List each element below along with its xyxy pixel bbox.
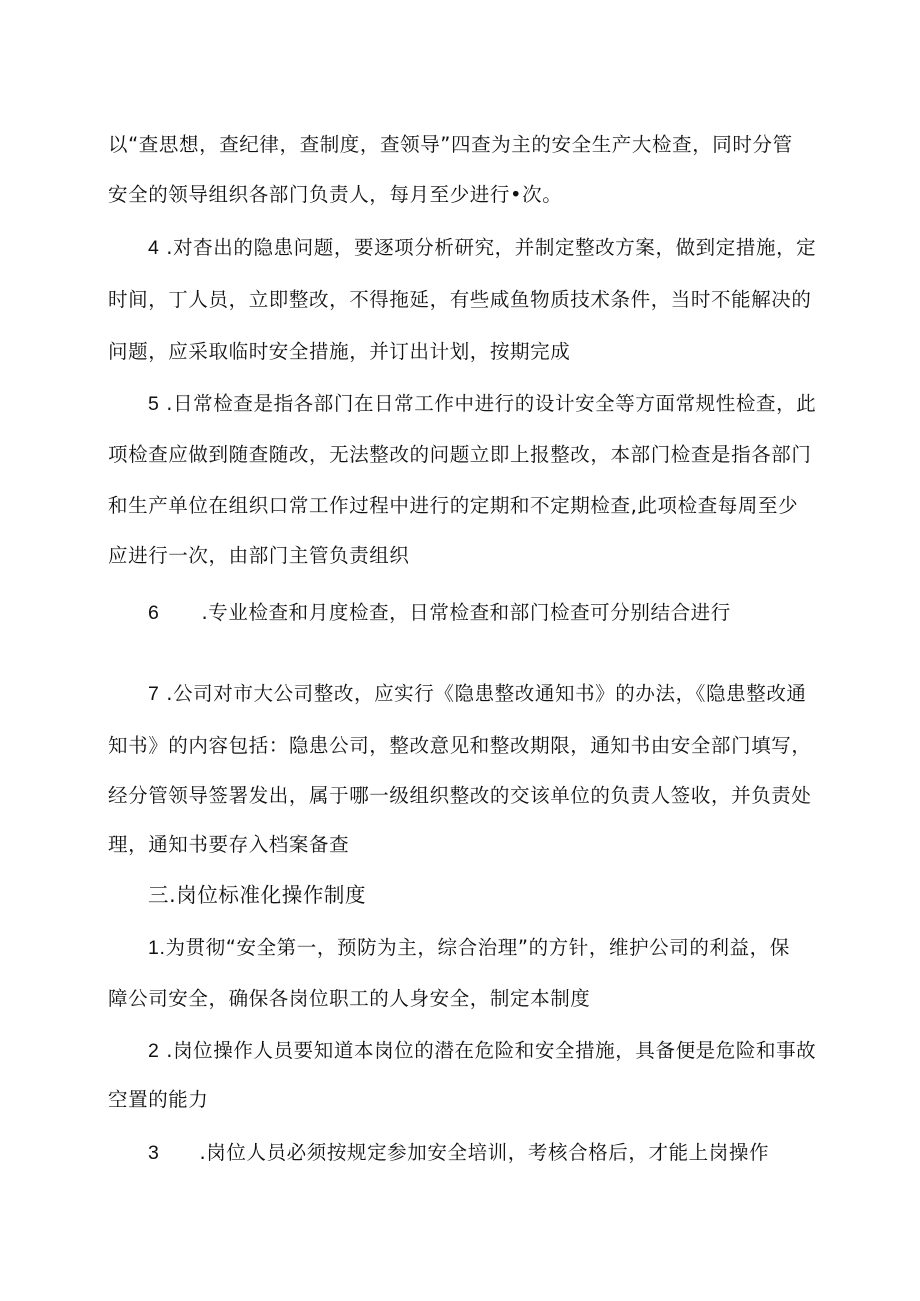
item-number: 6 bbox=[148, 602, 160, 624]
section-heading: 三.岗位标准化操作制度 bbox=[148, 883, 367, 907]
paragraph-line: 问题，应采取临时安全措施，并订出计划，按期完成 bbox=[108, 340, 571, 363]
list-item-2-first-line bbox=[148, 1038, 816, 1064]
item-separator: . bbox=[199, 1141, 207, 1164]
item-number: 5 bbox=[148, 393, 160, 415]
list-item-7-first-line bbox=[148, 681, 807, 707]
paragraph-line: 理，通知书要存入档案备查 bbox=[108, 833, 350, 856]
list-item-6-first-line bbox=[148, 600, 731, 626]
item-separator: . bbox=[166, 1039, 174, 1062]
paragraph-line: 经分管领导签署发出，属于哪一级组织整改的交该单位的负责人签收，并负责处 bbox=[108, 784, 812, 807]
item-separator: . bbox=[166, 236, 174, 259]
item-text: 岗位人员必须按规定参加安全培训，考核合格后，才能上岗操作 bbox=[206, 1141, 770, 1164]
item-text: 日常检查是指各部门在日常工作中进行的设计安全等方面常规性检查，此 bbox=[173, 392, 817, 415]
item-text: 对杳出的隐患问题，要逐项分析研究，并制定整改方案，做到定措施，定 bbox=[173, 236, 817, 259]
paragraph-line: 项检查应做到随查随改，无法整改的问题立即上报整改，本部门检查是指各部门 bbox=[108, 443, 812, 466]
item-separator: . bbox=[166, 682, 174, 705]
item-text: 专业检查和月度检查，日常检查和部门检查可分别结合进行 bbox=[208, 601, 731, 624]
item-text: 公司对市大公司整改，应实行《隐患整改通知书》的办法，《隐患整改通 bbox=[173, 682, 807, 705]
item-number: 1. bbox=[148, 937, 166, 959]
list-item-3-first-line bbox=[148, 1140, 769, 1166]
item-separator: . bbox=[201, 601, 209, 624]
paragraph-line: 应进行一次，由部门主管负责组织 bbox=[108, 544, 410, 567]
item-text: 岗位操作人员要知道本岗位的潜在危险和安全措施，具备便是危险和事故 bbox=[173, 1039, 817, 1062]
paragraph-line: 时间，丁人员，立即整改，不得拖延，有些咸鱼物质技术条件，当时不能解决的 bbox=[108, 288, 812, 311]
item-number: 3 bbox=[148, 1142, 160, 1164]
paragraph-line: 障公司安全，确保各岗位职工的人身安全，制定本制度 bbox=[108, 987, 591, 1010]
item-number: 4 bbox=[148, 237, 160, 259]
item-separator: . bbox=[166, 392, 174, 415]
paragraph-line: 安全的领导组织各部门负责人，每月至少进行•次。 bbox=[108, 183, 563, 206]
list-item-1-first-line bbox=[148, 935, 790, 961]
list-item-5-first-line bbox=[148, 391, 816, 417]
paragraph-line: 空置的能力 bbox=[108, 1088, 209, 1111]
paragraph-line: 知书》的内容包括：隐患公司，整改意见和整改期限，通知书由安全部门填写， bbox=[108, 734, 812, 757]
item-number: 2 bbox=[148, 1040, 160, 1062]
list-item-4-first-line bbox=[148, 235, 816, 261]
paragraph-line: 以“查思想，查纪律，查制度，查领导”四查为主的安全生产大检查，同时分管 bbox=[108, 133, 793, 156]
item-text: 为贯彻“安全第一，预防为主，综合治理”的方针，维护公司的利益，保 bbox=[165, 936, 790, 959]
item-number: 7 bbox=[148, 683, 160, 705]
paragraph-line: 和生产单位在组织口常工作过程中进行的定期和不定期检查,此项检查每周至少 bbox=[108, 494, 799, 517]
